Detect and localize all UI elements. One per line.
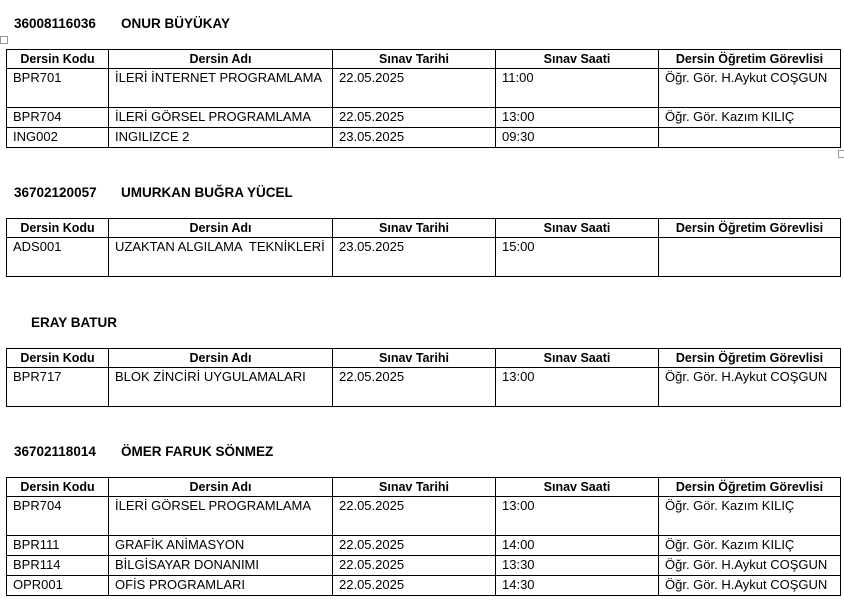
instructor-cell: Öğr. Gör. H.Aykut COŞGUN [659, 576, 841, 596]
exam-table [6, 348, 841, 407]
table-resize-handle-icon[interactable] [838, 150, 844, 158]
table-header-row [7, 219, 841, 238]
student-heading [14, 443, 273, 461]
student-heading [14, 184, 293, 202]
table-row [7, 497, 841, 536]
table-row [7, 536, 841, 556]
column-header: Dersin Adı [109, 478, 333, 497]
student-heading [31, 314, 117, 332]
exam-date-cell: 22.05.2025 [333, 368, 496, 407]
student-name: ONUR BÜYÜKAY [121, 16, 231, 31]
column-header: Dersin Adı [109, 219, 333, 238]
exam-table [6, 218, 841, 277]
exam-time-cell: 14:00 [496, 536, 659, 556]
exam-time-cell: 13:00 [496, 368, 659, 407]
table-row [7, 556, 841, 576]
course-code-cell: BPR704 [7, 497, 109, 536]
table-row [7, 368, 841, 407]
course-name-cell: INGILIZCE 2 [109, 128, 333, 148]
column-header: Sınav Tarihi [333, 478, 496, 497]
instructor-cell [659, 128, 841, 148]
exam-date-cell: 23.05.2025 [333, 238, 496, 277]
table-header-row [7, 478, 841, 497]
exam-time-cell: 13:00 [496, 497, 659, 536]
course-code-cell: OPR001 [7, 576, 109, 596]
exam-date-cell: 22.05.2025 [333, 69, 496, 108]
course-name-cell: İLERİ GÖRSEL PROGRAMLAMA [109, 497, 333, 536]
course-name-cell: GRAFİK ANİMASYON [109, 536, 333, 556]
course-name-cell: İLERİ İNTERNET PROGRAMLAMA [109, 69, 333, 108]
student-id: 36702120057 [14, 185, 97, 200]
exam-time-cell: 11:00 [496, 69, 659, 108]
column-header: Sınav Saati [496, 349, 659, 368]
column-header: Dersin Öğretim Görevlisi [659, 478, 841, 497]
exam-time-cell: 15:00 [496, 238, 659, 277]
table-row [7, 108, 841, 128]
student-id: 36702118014 [14, 444, 96, 459]
instructor-cell: Öğr. Gör. H.Aykut COŞGUN [659, 556, 841, 576]
course-code-cell: BPR717 [7, 368, 109, 407]
course-name-cell: UZAKTAN ALGILAMA TEKNİKLERİ [109, 238, 333, 277]
column-header: Sınav Saati [496, 219, 659, 238]
table-header-row [7, 349, 841, 368]
column-header: Dersin Adı [109, 50, 333, 69]
exam-time-cell: 09:30 [496, 128, 659, 148]
course-code-cell: ING002 [7, 128, 109, 148]
instructor-cell [659, 238, 841, 277]
student-name: ERAY BATUR [31, 315, 118, 330]
exam-time-cell: 14:30 [496, 576, 659, 596]
column-header: Sınav Tarihi [333, 349, 496, 368]
exam-date-cell: 22.05.2025 [333, 108, 496, 128]
table-row [7, 238, 841, 277]
course-name-cell: İLERİ GÖRSEL PROGRAMLAMA [109, 108, 333, 128]
column-header: Sınav Tarihi [333, 50, 496, 69]
course-code-cell: BPR701 [7, 69, 109, 108]
column-header: Dersin Kodu [7, 349, 109, 368]
student-name: ÖMER FARUK SÖNMEZ [121, 444, 274, 459]
exam-date-cell: 22.05.2025 [333, 536, 496, 556]
exam-date-cell: 23.05.2025 [333, 128, 496, 148]
instructor-cell: Öğr. Gör. Kazım KILIÇ [659, 497, 841, 536]
exam-date-cell: 22.05.2025 [333, 497, 496, 536]
table-row [7, 69, 841, 108]
course-name-cell: BİLGİSAYAR DONANIMI [109, 556, 333, 576]
column-header: Sınav Tarihi [333, 219, 496, 238]
instructor-cell: Öğr. Gör. Kazım KILIÇ [659, 536, 841, 556]
exam-time-cell: 13:00 [496, 108, 659, 128]
exam-date-cell: 22.05.2025 [333, 556, 496, 576]
exam-table [6, 477, 841, 596]
instructor-cell: Öğr. Gör. H.Aykut COŞGUN [659, 368, 841, 407]
course-name-cell: BLOK ZİNCİRİ UYGULAMALARI [109, 368, 333, 407]
column-header: Dersin Öğretim Görevlisi [659, 349, 841, 368]
student-heading [14, 15, 230, 33]
table-row [7, 576, 841, 596]
column-header: Dersin Kodu [7, 478, 109, 497]
column-header: Dersin Öğretim Görevlisi [659, 219, 841, 238]
table-row [7, 128, 841, 148]
column-header: Sınav Saati [496, 50, 659, 69]
course-name-cell: OFİS PROGRAMLARI [109, 576, 333, 596]
column-header: Dersin Öğretim Görevlisi [659, 50, 841, 69]
exam-date-cell: 22.05.2025 [333, 576, 496, 596]
student-id: 36008116036 [14, 16, 96, 31]
column-header: Dersin Kodu [7, 219, 109, 238]
instructor-cell: Öğr. Gör. H.Aykut COŞGUN [659, 69, 841, 108]
column-header: Dersin Adı [109, 349, 333, 368]
student-name: UMURKAN BUĞRA YÜCEL [121, 185, 293, 200]
course-code-cell: ADS001 [7, 238, 109, 277]
instructor-cell: Öğr. Gör. Kazım KILIÇ [659, 108, 841, 128]
exam-table [6, 49, 841, 148]
course-code-cell: BPR114 [7, 556, 109, 576]
table-header-row [7, 50, 841, 69]
column-header: Dersin Kodu [7, 50, 109, 69]
column-header: Sınav Saati [496, 478, 659, 497]
course-code-cell: BPR111 [7, 536, 109, 556]
exam-time-cell: 13:30 [496, 556, 659, 576]
course-code-cell: BPR704 [7, 108, 109, 128]
table-move-handle-icon[interactable] [0, 36, 8, 44]
